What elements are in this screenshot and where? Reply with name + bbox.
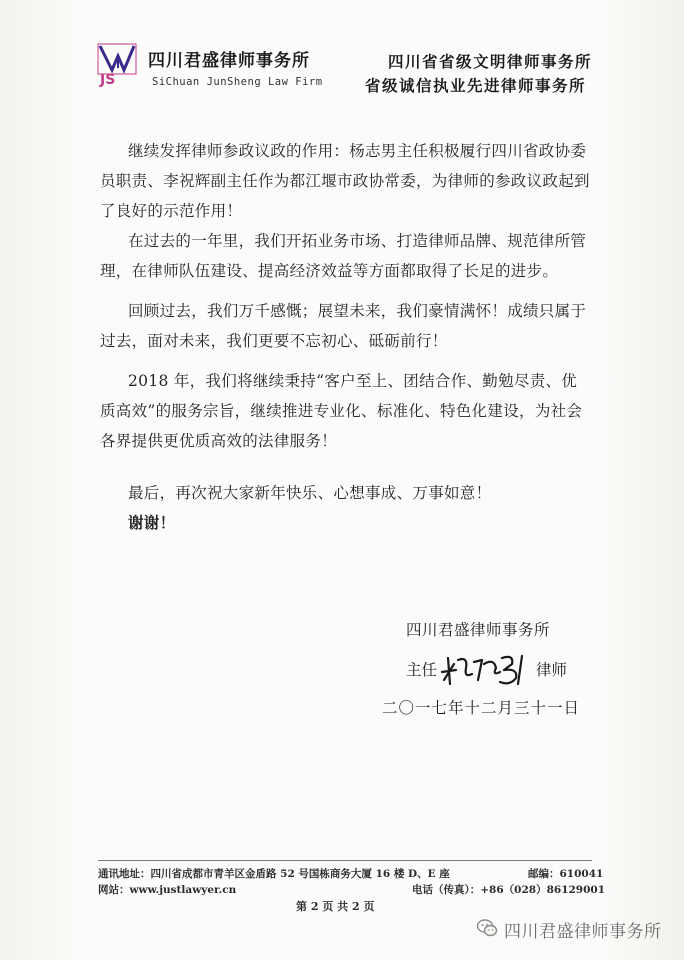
footer-postcode: 邮编：610041 <box>528 868 604 880</box>
paragraph-3: 回顾过去，我们万千感慨；展望未来，我们豪情满怀！成绩只属于过去，面对未来，我们更要不忘初心、砥砺前行！ <box>100 302 587 350</box>
signature-line <box>406 650 636 690</box>
signature-firm: 四川君盛律师事务所 <box>406 621 551 639</box>
footer-address: 通讯地址：四川省成都市青羊区金盾路 52 号国栋商务大厦 16 楼 D、E 座 <box>98 868 450 880</box>
firm-name: 四川君盛律师事务所 <box>148 51 310 71</box>
paragraph-2: 在过去的一年里，我们开拓业务市场、打造律师品牌、规范律所管理，在律师队伍建设、提高经济效益等方面都取得了长足的进步。 <box>100 232 587 280</box>
wechat-icon <box>476 917 498 939</box>
honor-title-1: 四川省省级文明律师事务所 <box>387 53 592 71</box>
logo-initials: JS <box>100 72 116 88</box>
signature-date: 二〇一七年十二月三十一日 <box>382 699 581 717</box>
footer-phone: 电话（传真）：+86（028）86129001 <box>412 884 606 896</box>
paragraph-1: 继续发挥律师参政议政的作用：杨志男主任积极履行四川省政协委员职责、李祝辉副主任作为都江堰市政协常委，为律师的参政议政起到了良好的示范作用！ <box>100 142 590 220</box>
paragraph-5: 最后，再次祝大家新年快乐、心想事成、万事如意！ <box>128 484 492 502</box>
paragraph-closing: 谢谢！ <box>128 513 176 532</box>
footer-website: 网站：www.justlawyer.cn <box>98 884 237 896</box>
page-number: 第 2 页 共 2 页 <box>296 900 375 913</box>
wechat-watermark <box>476 914 676 940</box>
footer-divider <box>98 860 592 861</box>
handwritten-signature-icon <box>438 650 534 688</box>
watermark-text: 四川君盛律师事务所 <box>504 922 662 942</box>
signature-title: 主任 <box>406 661 438 679</box>
firm-name-english: SiChuan JunSheng Law Firm <box>152 76 323 88</box>
signature-suffix: 律师 <box>536 661 568 679</box>
paragraph-4: 2018 年，我们将继续秉持“客户至上、团结合作、勤勉尽责、优质高效”的服务宗旨，继续推进专业化、标准化、特色化建设，为社会各界提供更优质高效的法律服务！ <box>100 372 583 450</box>
honor-title-2: 省级诚信执业先进律师事务所 <box>364 77 586 95</box>
